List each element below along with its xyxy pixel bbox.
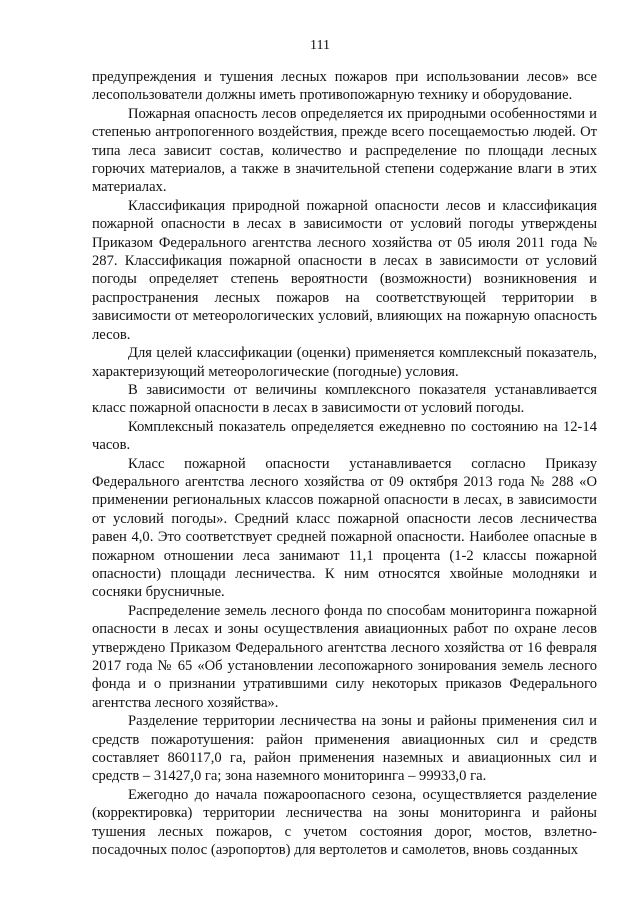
paragraph: Комплексный показатель определяется ежедневно по состоянию на 12-14 часов. [92, 418, 597, 454]
paragraph: Пожарная опасность лесов определяется их природными особенностями и степенью антропогенного воздействия, прежде всего посещаемостью людей. От типа леса зависит состав, количество и распределение по площади лесных горючих материалов, а также в значительной степени содержание влаги в этих материалах. [92, 105, 597, 196]
paragraph: В зависимости от величины комплексного показателя устанавливается класс пожарной опасности в лесах в зависимости от условий погоды. [92, 381, 597, 417]
paragraph: Распределение земель лесного фонда по способам мониторинга пожарной опасности в лесах и зоны осуществления авиационных работ по охране лесов утверждено Приказом Федерального агентства лесного хозяйства от 16 февраля 2017 года № 65 «Об установлении лесопожарного зонирования земель лесного фонда и о признании утратившими силу некоторых приказов Федерального агентства лесного хозяйства». [92, 602, 597, 711]
paragraph: Классификация природной пожарной опасности лесов и классификация пожарной опасности в лесах в зависимости от условий погоды утверждены Приказом Федерального агентства лесного хозяйства от 05 июля 2011 года № 287. Классификация пожарной опасности в лесах в зависимости от условий погоды определяет степень вероятности (возможности) возникновения и распространения лесных пожаров на соответствующей территории в зависимости от метеорологических условий, влияющих на пожарную опасность лесов. [92, 197, 597, 343]
page-body [92, 68, 597, 859]
paragraph: Для целей классификации (оценки) применяется комплексный показатель, характеризующий метеорологические (погодные) условия. [92, 345, 597, 380]
paragraph: Разделение территории лесничества на зоны и районы применения сил и средств пожаротушения: район применения авиационных сил и средств составляет 860117,0 га, район применения наземных и авиационных сил и средств – 31427,0 га; зона наземного мониторинга – 99933,0 га. [92, 713, 597, 785]
paragraph: Класс пожарной опасности устанавливается согласно Приказу Федерального агентства лесного хозяйства от 09 октября 2013 года № 288 «О применении региональных классов пожарной опасности в лесах, в зависимости от условий погоды». Средний класс пожарной опасности лесов лесничества равен 4,0. Это соответствует средней пожарной опасности. Наиболее опасные в пожарном отношении леса занимают 11,1 процента (1-2 классы пожарной опасности) площади лесничества. К ним относятся хвойные молодняки и сосняки брусничные. [92, 455, 597, 601]
page-number: 111 [310, 38, 330, 53]
paragraph-continuation: предупреждения и тушения лесных пожаров при использовании лесов» все лесопользователи должны иметь противопожарную технику и оборудование. [92, 69, 597, 104]
paragraph: Ежегодно до начала пожароопасного сезона, осуществляется разделение (корректировка) территории лесничества на зоны мониторинга и районы тушения лесных пожаров, с учетом состояния дорог, мостов, взлетно-посадочных полос (аэропортов) для вертолетов и самолетов, вновь созданных [92, 786, 597, 859]
